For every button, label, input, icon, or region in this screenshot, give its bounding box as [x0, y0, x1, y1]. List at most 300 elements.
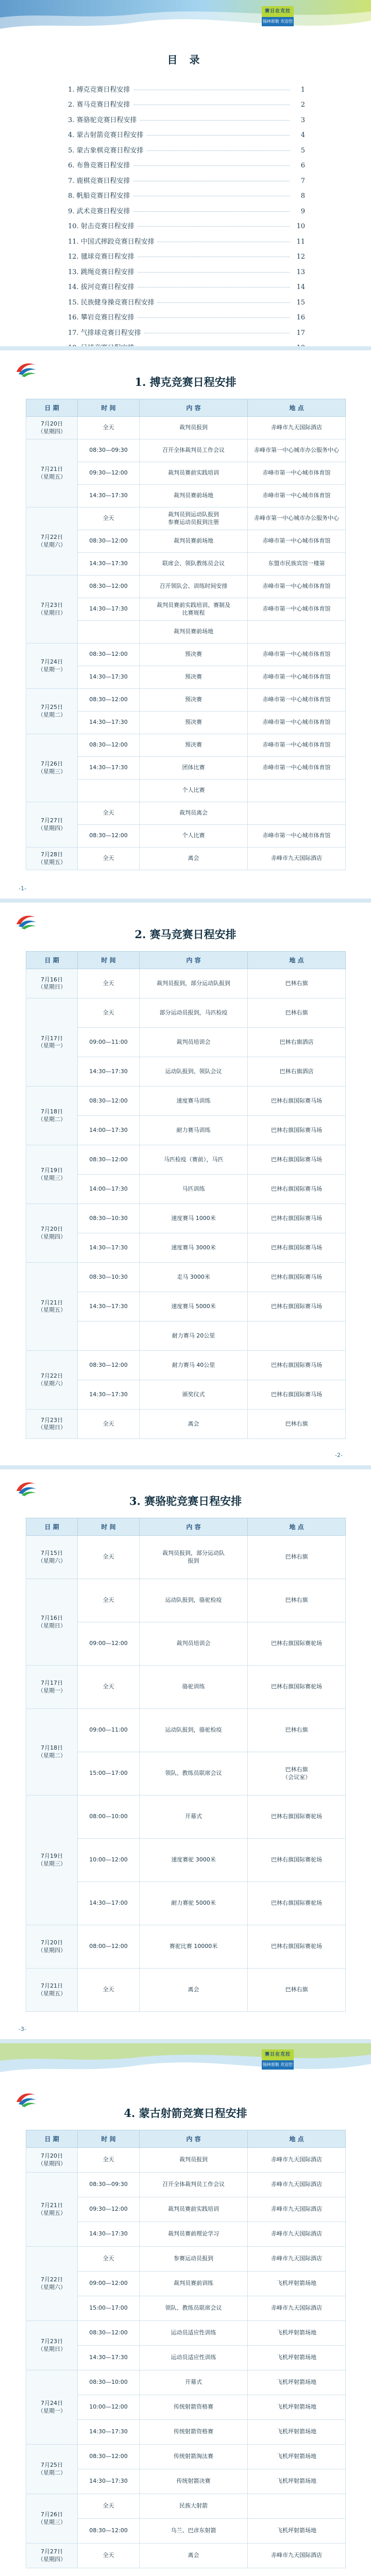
section-title: 1. 搏克竞赛日程安排 [134, 376, 237, 388]
location-cell: 赤峰市第一中心城市办公服务中心 [248, 439, 346, 462]
time-cell: 08:30—12:00 [78, 530, 140, 553]
time-cell: 14:30—17:30 [78, 1380, 140, 1410]
column-header-content: 内 容 [140, 952, 248, 969]
time-cell: 09:00—12:00 [78, 1622, 140, 1666]
date-cell: 7月21日 （星期五） [26, 2173, 78, 2247]
schedule-page [0, 903, 371, 1465]
location-cell: 赤峰市第一中心城市体育馆 [248, 825, 346, 848]
content-cell: 裁判员赛前场地 [140, 485, 248, 507]
time-cell: 08:30—10:30 [78, 1204, 140, 1233]
location-cell: 飞机坪射箭场地 [248, 2469, 346, 2494]
content-cell: 运动员适应性训练 [140, 2321, 248, 2346]
content-cell: 预决赛 [140, 666, 248, 689]
toc-leader-dots [138, 272, 290, 273]
content-cell: 领队、教练员联席会议 [140, 1752, 248, 1795]
location-cell: 巴林右旗国际赛马场 [248, 1204, 346, 1233]
toc-item[interactable] [68, 291, 305, 307]
table-row [26, 2173, 346, 2197]
location-cell: 飞机坪射箭场地 [248, 2445, 346, 2469]
content-cell: 裁判员赛前实践培训 [140, 2197, 248, 2222]
toc-item[interactable] [68, 78, 305, 94]
date-cell: 7月19日 （星期三） [26, 1145, 78, 1204]
content-cell: 传统射箭资格赛 [140, 2395, 248, 2420]
location-cell: 东盟市民族宾馆一楼第 [248, 553, 346, 575]
location-cell: 巴林右旗国际赛驼场 [248, 1882, 346, 1925]
content-cell: 裁判员赛前理论学习 [140, 2222, 248, 2247]
time-cell: 14:30—17:30 [78, 2222, 140, 2247]
content-cell: 个人比赛 [140, 779, 248, 802]
content-cell: 速度赛马训练 [140, 1087, 248, 1116]
content-cell: 预决赛 [140, 643, 248, 666]
time-cell: 08:30—12:00 [78, 1087, 140, 1116]
time-cell: 全天 [78, 2247, 140, 2272]
location-cell: 赤峰市第一中心城市体育馆 [248, 643, 346, 666]
column-header-location: 地 点 [248, 2130, 346, 2148]
table-row [26, 1925, 346, 1969]
toc-title: 目 录 [167, 54, 204, 66]
location-cell: 巴林右旗 [248, 998, 346, 1028]
header-band [0, 0, 371, 49]
time-cell: 09:00—12:00 [78, 2272, 140, 2296]
toc-item-page: 5 [300, 146, 305, 155]
date-cell: 7月23日 （星期日） [26, 1410, 78, 1439]
time-cell: 09:00—11:00 [78, 1709, 140, 1752]
content-cell: 马匹训练 [140, 1175, 248, 1204]
time-cell: 全天 [78, 1410, 140, 1439]
time-cell: 08:30—10:30 [78, 1263, 140, 1292]
location-cell: 赤峰市第一中心城市体育馆 [248, 666, 346, 689]
column-header-location: 地 点 [248, 1518, 346, 1536]
location-cell: 赤峰市九天国际酒店 [248, 2247, 346, 2272]
table-header-row [26, 952, 346, 969]
time-cell: 08:30—12:00 [78, 2519, 140, 2544]
date-cell: 7月24日 （星期一） [26, 643, 78, 689]
table-row [26, 1410, 346, 1439]
toc-item-label: 13. 跳绳竞赛日程安排 [68, 268, 134, 276]
time-cell: 08:30—12:00 [78, 825, 140, 848]
section-title: 3. 赛骆驼竞赛日程安排 [129, 1495, 242, 1507]
toc-item-label: 14. 拔河竞赛日程安排 [68, 283, 134, 291]
table-row [26, 1969, 346, 2012]
date-cell: 7月22日 （星期六） [26, 1351, 78, 1410]
time-cell: 08:30—09:30 [78, 2173, 140, 2197]
toc-item[interactable] [68, 109, 305, 124]
time-cell: 14:30—17:30 [78, 757, 140, 779]
location-cell: 赤峰市第一中心城市体育馆 [248, 575, 346, 598]
time-cell: 14:30—17:30 [78, 553, 140, 575]
table-header-row [26, 399, 346, 417]
time-cell: 14:30—17:30 [78, 2469, 140, 2494]
toc-item-page: 12 [296, 253, 305, 261]
time-cell: 全天 [78, 848, 140, 870]
content-cell: 耐力赛马训练 [140, 1116, 248, 1145]
page-number: -2- [335, 1452, 343, 1459]
toc-item-page: 16 [296, 314, 305, 321]
content-cell: 裁判员离会 [140, 802, 248, 825]
time-cell: 14:30—17:30 [78, 598, 140, 621]
table-row [26, 417, 346, 439]
table-row [26, 507, 346, 530]
time-cell: 14:30—17:00 [78, 1882, 140, 1925]
event-badge [262, 2049, 294, 2071]
schedule-page [0, 350, 371, 899]
date-cell: 7月25日 （星期二） [26, 689, 78, 734]
page-divider [0, 1465, 371, 1469]
column-header-content: 内 容 [140, 2130, 248, 2148]
column-header-date: 日 期 [26, 952, 78, 969]
toc-item-label: 12. 毽球竞赛日程安排 [68, 253, 134, 261]
toc-item-label: 5. 蒙古象棋竞赛日程安排 [68, 146, 144, 155]
toc-item-label: 2. 赛马竞赛日程安排 [68, 101, 130, 109]
location-cell: 巴林右旗酒店 [248, 1057, 346, 1087]
date-cell: 7月17日 （星期一） [26, 1666, 78, 1709]
content-cell: 裁判员赛前实践培训、赛制及 比赛规程 [140, 598, 248, 621]
toc-item[interactable] [68, 246, 305, 261]
location-cell [248, 1321, 346, 1351]
table-row [26, 2494, 346, 2519]
location-cell: 赤峰市第一中心城市体育馆 [248, 462, 346, 485]
time-cell: 全天 [78, 2148, 140, 2173]
location-cell: 赤峰市第一中心城市体育馆 [248, 598, 346, 621]
content-cell: 颁奖仪式 [140, 1380, 248, 1410]
location-cell: 赤峰市第一中心城市体育馆 [248, 734, 346, 757]
toc-item-label: 15. 民族健身操竞赛日程安排 [68, 298, 155, 307]
column-header-content: 内 容 [140, 399, 248, 417]
toc-item-page: 3 [300, 116, 305, 124]
content-cell: 离会 [140, 1410, 248, 1439]
location-cell: 巴林右旗国际赛马场 [248, 1116, 346, 1145]
date-cell: 7月26日 （星期三） [26, 2494, 78, 2544]
time-cell: 全天 [78, 802, 140, 825]
time-cell: 09:30—12:00 [78, 462, 140, 485]
date-cell: 7月16日 （星期日） [26, 1579, 78, 1666]
location-cell: 巴林右旗国际赛马场 [248, 1087, 346, 1116]
toc-item[interactable] [68, 124, 305, 140]
content-cell: 裁判员赛前场地 [140, 530, 248, 553]
badge-line2: 锡林郭勒 欢迎您 [262, 2060, 294, 2070]
content-cell: 开幕式 [140, 2370, 248, 2395]
date-cell: 7月23日 （星期日） [26, 2321, 78, 2370]
location-cell: 巴林右旗国际赛驼场 [248, 1795, 346, 1839]
content-cell: 赛驼比赛 10000米 [140, 1925, 248, 1969]
toc-leader-dots [138, 226, 290, 227]
content-cell: 裁判员培训会 [140, 1028, 248, 1057]
time-cell: 全天 [78, 417, 140, 439]
location-cell [248, 779, 346, 802]
table-row [26, 1087, 346, 1116]
column-header-time: 时 间 [78, 2130, 140, 2148]
content-cell: 参赛运动员报到 [140, 2247, 248, 2272]
table-row [26, 1709, 346, 1752]
location-cell [248, 621, 346, 643]
toc-item-page: 6 [300, 162, 305, 170]
table-header-row [26, 1518, 346, 1536]
content-cell: 个人比赛 [140, 825, 248, 848]
location-cell: 巴林右旗 [248, 1969, 346, 2012]
toc-item[interactable] [68, 261, 305, 276]
toc-item-page: 17 [296, 329, 305, 337]
toc-page [0, 0, 371, 346]
location-cell: 巴林右旗国际赛马场 [248, 1292, 346, 1321]
column-header-date: 日 期 [26, 2130, 78, 2148]
content-cell: 预决赛 [140, 734, 248, 757]
time-cell: 全天 [78, 1666, 140, 1709]
time-cell: 14:30—17:30 [78, 2420, 140, 2445]
toc-item-page: 13 [296, 268, 305, 276]
toc-list [68, 78, 305, 382]
content-cell: 召开全体裁判员工作会议 [140, 439, 248, 462]
table-row [26, 689, 346, 711]
page-divider [0, 899, 371, 903]
location-cell: 巴林右旗 [248, 969, 346, 998]
content-cell: 马匹检疫（赛前），马匹 [140, 1145, 248, 1175]
location-cell: 赤峰市第一中心城市体育馆 [248, 757, 346, 779]
date-cell: 7月21日 （星期五） [26, 1969, 78, 2012]
time-cell: 10:00—12:00 [78, 2395, 140, 2420]
toc-item[interactable] [68, 230, 305, 246]
date-cell: 7月24日 （星期一） [26, 2370, 78, 2445]
time-cell: 14:30—17:30 [78, 485, 140, 507]
column-header-location: 地 点 [248, 399, 346, 417]
date-cell: 7月18日 （星期二） [26, 1709, 78, 1795]
toc-item-label: 9. 武术竞赛日程安排 [68, 207, 130, 215]
toc-item[interactable] [68, 94, 305, 109]
table-row [26, 2544, 346, 2568]
time-cell: 09:30—12:00 [78, 2197, 140, 2222]
time-cell: 全天 [78, 2494, 140, 2519]
time-cell: 15:00—17:00 [78, 2296, 140, 2321]
column-header-time: 时 间 [78, 399, 140, 417]
content-cell: 运动员适应性训练 [140, 2346, 248, 2370]
column-header-location: 地 点 [248, 952, 346, 969]
toc-item-page: 2 [300, 101, 305, 109]
content-cell: 速度赛马 5000米 [140, 1292, 248, 1321]
table-row [26, 439, 346, 462]
column-header-date: 日 期 [26, 399, 78, 417]
table-row [26, 1351, 346, 1380]
location-cell: 巴林右旗国际赛马场 [248, 1145, 346, 1175]
column-header-date: 日 期 [26, 1518, 78, 1536]
date-cell: 7月22日 （星期六） [26, 507, 78, 575]
date-cell: 7月15日 （星期六） [26, 1536, 78, 1579]
section-title: 2. 赛马竞赛日程安排 [134, 928, 237, 941]
table-row [26, 1145, 346, 1175]
toc-item-label: 11. 中国式摔跤竞赛日程安排 [68, 238, 155, 246]
content-cell: 裁判员报到，部分运动队 报到 [140, 1536, 248, 1579]
location-cell: 赤峰市九天国际酒店 [248, 2222, 346, 2247]
toc-item[interactable] [68, 155, 305, 170]
event-badge [262, 6, 294, 28]
content-cell: 裁判员报到 [140, 417, 248, 439]
content-cell: 联席会、领队教练员会议 [140, 553, 248, 575]
toc-item-page: 4 [300, 131, 305, 139]
content-cell: 离会 [140, 2544, 248, 2568]
date-cell: 7月27日 （星期四） [26, 802, 78, 848]
time-cell: 08:30—12:00 [78, 2445, 140, 2469]
location-cell: 飞机坪射箭场地 [248, 2519, 346, 2544]
content-cell: 速度赛马 3000米 [140, 1233, 248, 1263]
content-cell: 裁判员到运动队报到 参赛运动员报到注册 [140, 507, 248, 530]
table-row [26, 969, 346, 998]
time-cell: 14:30—17:30 [78, 711, 140, 734]
date-cell: 7月19日 （星期三） [26, 1795, 78, 1925]
date-cell: 7月21日 （星期五） [26, 1263, 78, 1351]
time-cell: 14:30—17:30 [78, 1233, 140, 1263]
location-cell: 巴林右旗国际赛马场 [248, 1380, 346, 1410]
time-cell: 08:30—12:00 [78, 734, 140, 757]
time-cell: 10:00—12:00 [78, 1839, 140, 1882]
location-cell: 巴林右旗国际赛马场 [248, 1263, 346, 1292]
time-cell: 08:30—12:00 [78, 575, 140, 598]
date-cell: 7月28日 （星期五） [26, 848, 78, 870]
toc-item-page: 15 [296, 298, 305, 307]
schedule-table [26, 1518, 346, 2012]
page-number: -3- [19, 2026, 26, 2032]
location-cell: 赤峰市第一中心城市体育馆 [248, 689, 346, 711]
location-cell: 飞机坪射箭场地 [248, 2420, 346, 2445]
location-cell: 巴林右旗 [248, 1709, 346, 1752]
time-cell: 15:00—17:00 [78, 1752, 140, 1795]
location-cell: 赤峰市九天国际酒店 [248, 2173, 346, 2197]
content-cell: 耐力赛驼 5000米 [140, 1882, 248, 1925]
location-cell [248, 802, 346, 825]
location-cell: 赤峰市第一中心城市体育馆 [248, 485, 346, 507]
date-cell: 7月26日 （星期三） [26, 734, 78, 802]
date-cell: 7月20日 （星期四） [26, 2148, 78, 2173]
toc-item[interactable] [68, 321, 305, 337]
badge-line2: 锡林郭勒 欢迎您 [262, 17, 294, 26]
content-cell: 速度赛马 1000米 [140, 1204, 248, 1233]
time-cell: 全天 [78, 1579, 140, 1622]
toc-item[interactable] [68, 200, 305, 215]
location-cell: 巴林右旗 [248, 1410, 346, 1439]
table-row [26, 1263, 346, 1292]
toc-item-page: 10 [296, 223, 305, 230]
location-cell: 赤峰市第一中心城市体育馆 [248, 530, 346, 553]
content-cell: 传统射箭决赛 [140, 2469, 248, 2494]
content-cell: 运动队报到，骆驼检疫 [140, 1579, 248, 1622]
toc-item-page: 11 [296, 238, 305, 246]
time-cell: 全天 [78, 969, 140, 998]
time-cell [78, 1321, 140, 1351]
date-cell: 7月20日 （星期四） [26, 417, 78, 439]
toc-leader-dots [147, 150, 290, 151]
content-cell: 骆驼训练 [140, 1666, 248, 1709]
content-cell: 运动队报到，骆驼检疫 [140, 1709, 248, 1752]
table-row [26, 1666, 346, 1709]
table-header-row [26, 2130, 346, 2148]
time-cell: 08:30—12:00 [78, 689, 140, 711]
content-cell: 离会 [140, 1969, 248, 2012]
table-row [26, 2148, 346, 2173]
schedule-table [26, 2130, 346, 2568]
page-divider [0, 2039, 371, 2043]
location-cell: 巴林右旗国际赛马场 [248, 1351, 346, 1380]
time-cell: 08:00—10:00 [78, 1795, 140, 1839]
content-cell: 裁判员赛前训练 [140, 2272, 248, 2296]
content-cell: 裁判员赛前场地 [140, 621, 248, 643]
table-row [26, 2247, 346, 2272]
date-cell: 7月20日 （星期四） [26, 1925, 78, 1969]
location-cell: 巴林右旗 [248, 1536, 346, 1579]
toc-item[interactable] [68, 276, 305, 292]
toc-item-page: 8 [300, 192, 305, 200]
content-cell: 裁判员报到，部分运动队报到 [140, 969, 248, 998]
location-cell: 赤峰市第一中心城市体育馆 [248, 711, 346, 734]
toc-item-label: 17. 气排球竞赛日程安排 [68, 329, 141, 337]
location-cell: 飞机坪射箭场地 [248, 2272, 346, 2296]
toc-leader-dots [133, 165, 290, 166]
toc-item[interactable] [68, 170, 305, 185]
content-cell: 速度赛驼 3000米 [140, 1839, 248, 1882]
date-cell: 7月25日 （星期二） [26, 2445, 78, 2494]
date-cell: 7月23日 （星期日） [26, 575, 78, 643]
time-cell: 14:00—17:30 [78, 1175, 140, 1204]
table-row [26, 998, 346, 1028]
toc-leader-dots [140, 120, 290, 121]
table-row [26, 1579, 346, 1622]
schedule-page [0, 2043, 371, 2576]
location-cell: 赤峰市九天国际酒店 [248, 848, 346, 870]
content-cell: 耐力赛马 20公里 [140, 1321, 248, 1351]
time-cell: 全天 [78, 1969, 140, 2012]
table-row [26, 1795, 346, 1839]
date-cell: 7月21日 （星期五） [26, 439, 78, 507]
time-cell: 08:30—12:00 [78, 1145, 140, 1175]
time-cell: 14:30—17:30 [78, 1057, 140, 1087]
content-cell: 传统射箭资格赛 [140, 2420, 248, 2445]
time-cell [78, 779, 140, 802]
section-title: 4. 蒙古射箭竞赛日程安排 [124, 2107, 247, 2120]
content-cell: 传统射箭淘汰赛 [140, 2445, 248, 2469]
location-cell: 飞机坪射箭场地 [248, 2370, 346, 2395]
toc-item[interactable] [68, 139, 305, 155]
location-cell: 巴林右旗国际赛驼场 [248, 1839, 346, 1882]
schedule-table [26, 951, 346, 1439]
content-cell: 预决赛 [140, 711, 248, 734]
toc-item[interactable] [68, 215, 305, 231]
location-cell: 巴林右旗 [248, 1579, 346, 1622]
toc-item[interactable] [68, 307, 305, 322]
table-row [26, 2370, 346, 2395]
location-cell: 巴林右旗国际赛马场 [248, 1233, 346, 1263]
toc-item-label: 8. 帆船竞赛日程安排 [68, 192, 130, 200]
content-cell: 民族大射箭 [140, 2494, 248, 2519]
toc-item-label: 16. 攀岩竞赛日程安排 [68, 314, 134, 321]
time-cell: 08:30—10:00 [78, 2370, 140, 2395]
toc-item[interactable] [68, 185, 305, 200]
time-cell: 14:30—17:30 [78, 1292, 140, 1321]
content-cell: 预决赛 [140, 689, 248, 711]
table-row [26, 643, 346, 666]
location-cell: 赤峰市第一中心城市办公服务中心 [248, 507, 346, 530]
table-row [26, 575, 346, 598]
content-cell: 运动队报到、领队会议 [140, 1057, 248, 1087]
content-cell: 裁判员报到 [140, 2148, 248, 2173]
toc-item-page: 9 [300, 207, 305, 215]
time-cell: 14:30—17:30 [78, 2346, 140, 2370]
schedule-table [26, 399, 346, 870]
location-cell: 飞机坪射箭场地 [248, 2321, 346, 2346]
location-cell: 赤峰市九天国际酒店 [248, 2148, 346, 2173]
column-header-time: 时 间 [78, 952, 140, 969]
location-cell: 赤峰市九天国际酒店 [248, 2296, 346, 2321]
toc-item-label: 10. 射击竞赛日程安排 [68, 223, 134, 230]
location-cell: 巴林右旗国际赛驼场 [248, 1622, 346, 1666]
content-cell: 召开全体裁判员工作会议 [140, 2173, 248, 2197]
time-cell [78, 621, 140, 643]
location-cell: 飞机坪射箭场地 [248, 2346, 346, 2370]
